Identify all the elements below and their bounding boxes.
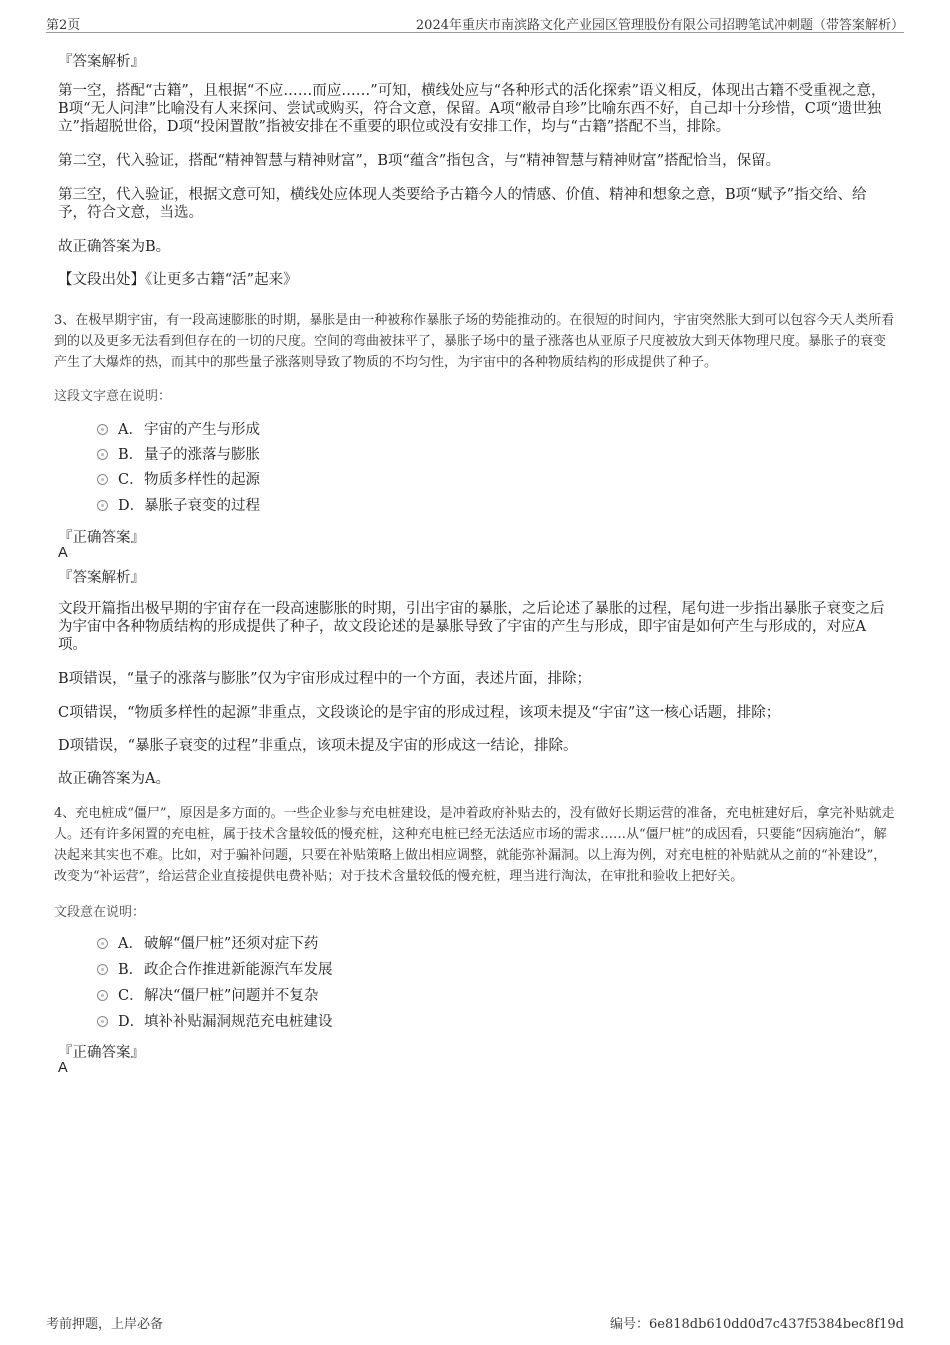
- radio-icon[interactable]: [97, 990, 108, 1001]
- analysis-label: 『答案解析』: [58, 570, 145, 586]
- document-title: 2024年重庆市南滨路文化产业园区管理股份有限公司招聘笔试冲刺题（带答案解析）: [415, 18, 904, 33]
- radio-icon[interactable]: [97, 938, 108, 949]
- analysis-paragraph: B项错误，“量子的涨落与膨胀”仅为宇宙形成过程中的一个方面，表述片面，排除；: [58, 671, 591, 687]
- radio-icon[interactable]: [97, 964, 108, 975]
- correct-answer-value: A: [58, 1060, 68, 1076]
- correct-answer-label: 『正确答案』: [58, 1045, 145, 1061]
- analysis-paragraph: 文段开篇指出极早期的宇宙存在一段高速膨胀的时期，引出宇宙的暴胀，之后论述了暴胀的过程，尾句进一步指出暴胀子衰变之后为宇宙中各种物质结构的形成提供了种子，故文段论述的是暴胀导致了宇宙的产生与形成，即宇宙是如何产生与形成的，对应A项。: [58, 601, 885, 653]
- option-d[interactable]: D．暴胀子衰变的过程: [97, 496, 260, 516]
- option-c[interactable]: C．物质多样性的起源: [97, 470, 260, 490]
- option-a[interactable]: A．破解“僵尸桩”还须对症下药: [97, 934, 318, 954]
- radio-icon[interactable]: [97, 474, 108, 485]
- analysis-conclusion: 故正确答案为A。: [58, 771, 170, 787]
- option-c[interactable]: C．解决“僵尸桩”问题并不复杂: [97, 986, 318, 1006]
- correct-answer-value: A: [58, 545, 68, 561]
- analysis-conclusion: 故正确答案为B。: [58, 239, 171, 255]
- question-4-prompt: 文段意在说明：: [54, 905, 146, 920]
- radio-icon[interactable]: [97, 500, 108, 511]
- question-3-text: 3、在极早期宇宙，有一段高速膨胀的时期，暴胀是由一种被称作暴胀子场的势能推动的。在很短的时间内，宇宙突然胀大到可以包容今天人类所看到的以及更多无法看到但存在的一切的尺度。空间的弯曲被抹平了，暴胀子场中的量子涨落也从亚原子尺度被放大到天体物理尺度。暴胀子的衰变产生了大爆炸的热，而其中的那些量子涨落则导致了物质的不均匀性，为宇宙中的各种物质结构的形成提供了种子。: [54, 313, 895, 370]
- page-header: [46, 14, 904, 33]
- analysis-paragraph: 第二空，代入验证，搭配“精神智慧与精神财富”，B项“蕴含”指包含，与“精神智慧与精神财富”搭配恰当，保留。: [58, 153, 781, 169]
- option-b[interactable]: B．量子的涨落与膨胀: [97, 445, 260, 465]
- page-footer: [46, 1313, 904, 1333]
- footer-slogan: 考前押题，上岸必备: [46, 1317, 164, 1332]
- option-a[interactable]: A．宇宙的产生与形成: [97, 420, 260, 440]
- document-id: 编号：6e818db610dd0d7c437f5384bec8f19d: [610, 1317, 904, 1332]
- analysis-paragraph: C项错误，“物质多样性的起源”非重点，文段谈论的是宇宙的形成过程，该项未提及“宇宙”这一核心话题，排除；: [58, 705, 781, 721]
- source-citation: 【文段出处】《让更多古籍“活”起来》: [58, 272, 298, 288]
- analysis-paragraph: D项错误，“暴胀子衰变的过程”非重点，该项未提及宇宙的形成这一结论，排除。: [58, 738, 578, 754]
- page-number: 第2页: [46, 18, 81, 33]
- analysis-paragraph: 第一空，搭配“古籍”，且根据“不应……而应……”可知，横线处应与“各种形式的活化探索”语义相反，体现出古籍不受重视之意，B项“无人问津”比喻没有人来探问、尝试或购买，符合文意，保留。A项“敝帚自珍”比喻东西不好，自己却十分珍惜，C项“遗世独立”指超脱世俗，D项“投闲置散”指被安排在不重要的职位或没有安排工作，均与“古籍”搭配不当，排除。: [58, 83, 886, 135]
- radio-icon[interactable]: [97, 1016, 108, 1027]
- analysis-label: 『答案解析』: [58, 54, 145, 70]
- correct-answer-label: 『正确答案』: [58, 530, 145, 546]
- question-4-text: 4、充电桩成“僵尸”，原因是多方面的。一些企业参与充电桩建设，是冲着政府补贴去的，没有做好长期运营的准备，充电桩建好后，拿完补贴就走人。还有许多闲置的充电桩，属于技术含量较低的慢充桩，这种充电桩已经无法适应市场的需求……从“僵尸桩”的成因看，只要能“因病施治”，解决起来其实也不难。比如，对于骗补问题，只要在补贴策略上做出相应调整，就能弥补漏洞。以上海为例，对充电桩的补贴就从之前的“补建设”，改变为“补运营”，给运营企业直接提供电费补贴；对于技术含量较低的慢充桩，理当进行淘汰，在审批和验收上把好关。: [54, 806, 895, 884]
- radio-icon[interactable]: [97, 424, 108, 435]
- question-3-prompt: 这段文字意在说明：: [54, 389, 172, 404]
- radio-icon[interactable]: [97, 449, 108, 460]
- analysis-paragraph: 第三空，代入验证，根据文意可知，横线处应体现人类要给予古籍今人的情感、价值、精神和想象之意，B项“赋予”指交给、给予，符合文意，当选。: [58, 187, 867, 221]
- option-b[interactable]: B．政企合作推进新能源汽车发展: [97, 960, 333, 980]
- option-d[interactable]: D．填补补贴漏洞规范充电桩建设: [97, 1012, 333, 1032]
